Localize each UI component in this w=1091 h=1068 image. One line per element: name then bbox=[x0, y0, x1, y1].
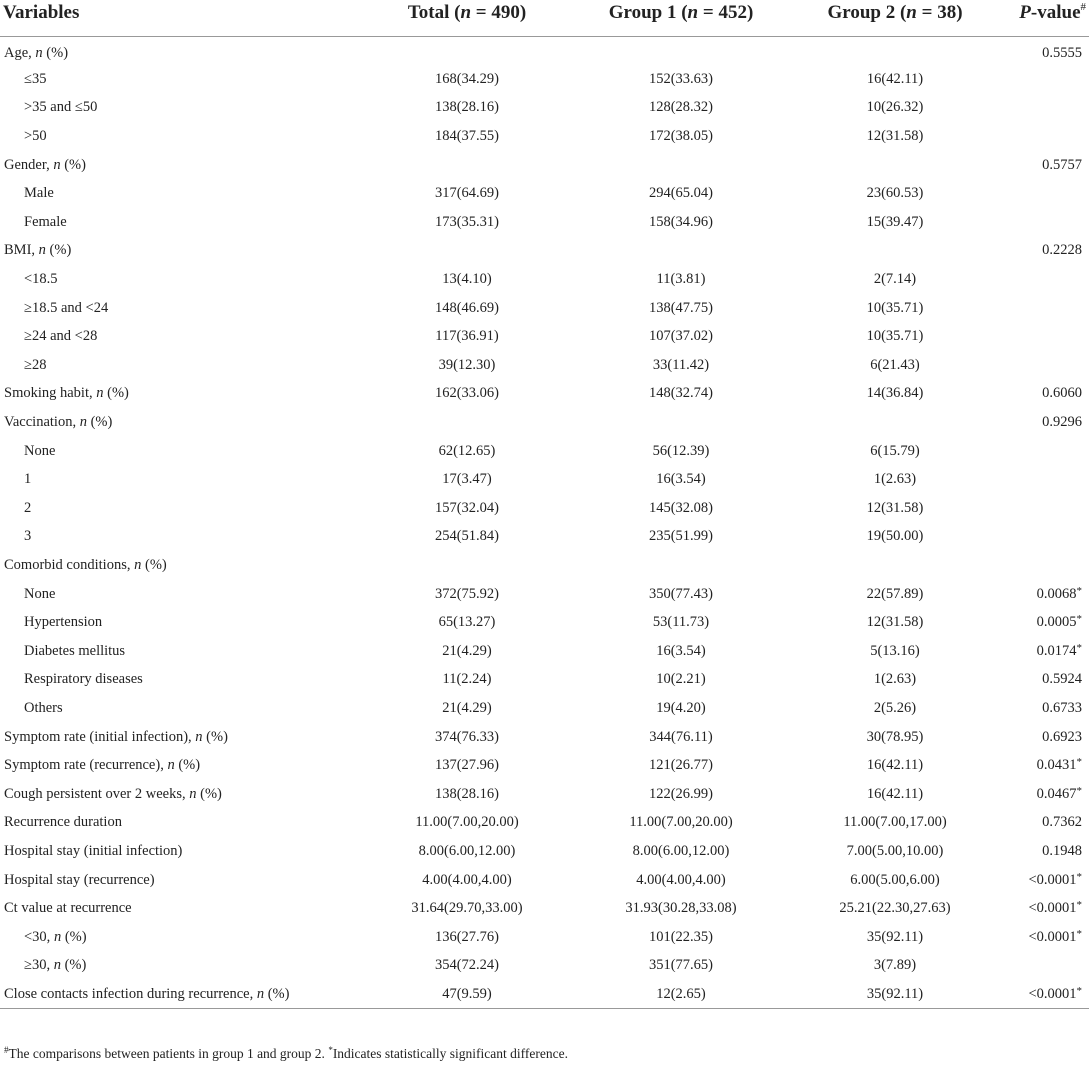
cell-group-2: 22(57.89) bbox=[866, 585, 924, 602]
table-row bbox=[0, 122, 1089, 151]
row-label: Symptom rate (initial infection), n (%) bbox=[4, 728, 228, 745]
cell-total: 8.00(6.00,12.00) bbox=[418, 842, 516, 859]
cell-p-value bbox=[1002, 208, 1089, 237]
cell-group-1 bbox=[574, 37, 788, 66]
table-row bbox=[0, 37, 1089, 66]
row-label: ≥28 bbox=[24, 356, 47, 373]
table-row bbox=[0, 980, 1089, 1009]
cell-group-1: 53(11.73) bbox=[652, 614, 710, 631]
row-label: Hospital stay (recurrence) bbox=[4, 871, 155, 888]
cell-group-2: 6(15.79) bbox=[870, 442, 920, 459]
row-label: Close contacts infection during recurrence, n (%) bbox=[0, 980, 360, 1009]
cell-p-value: 0.6733 bbox=[1042, 699, 1082, 716]
cell-group-1: 16(3.54) bbox=[656, 471, 706, 488]
cell-p-value bbox=[1002, 65, 1089, 94]
table-row bbox=[0, 265, 1089, 294]
cell-total: 13(4.10) bbox=[442, 271, 492, 288]
row-label: Age, n (%) bbox=[4, 44, 69, 61]
cell-group-2: 10(35.71) bbox=[866, 299, 924, 316]
cell-total: 17(3.47) bbox=[442, 471, 492, 488]
significance-marker: * bbox=[1076, 613, 1082, 626]
cell-p-value: <0.0001* bbox=[1028, 927, 1082, 945]
cell-group-2: 16(42.11) bbox=[866, 70, 924, 87]
cell-group-1: 152(33.63) bbox=[648, 70, 714, 87]
cell-group-1: 145(32.08) bbox=[648, 499, 714, 516]
table-row bbox=[0, 523, 1089, 552]
cell-group-2: 19(50.00) bbox=[866, 528, 924, 545]
table-row bbox=[0, 322, 1089, 351]
table-header bbox=[0, 0, 1089, 37]
cell-group-2: 10(26.32) bbox=[866, 99, 924, 116]
table-row bbox=[0, 608, 1089, 637]
row-label: Gender, n (%) bbox=[4, 156, 86, 173]
cell-total: 173(35.31) bbox=[434, 213, 500, 230]
cell-p-value: 0.0174* bbox=[1036, 641, 1082, 659]
row-label: Recurrence duration bbox=[4, 814, 122, 831]
cell-group-1: 121(26.77) bbox=[648, 757, 714, 774]
cell-p-value bbox=[1002, 265, 1089, 294]
cell-p-value bbox=[1002, 437, 1089, 466]
cell-total: 4.00(4.00,4.00) bbox=[422, 871, 512, 888]
cell-group-2 bbox=[788, 408, 1002, 437]
cell-group-2 bbox=[788, 37, 1002, 66]
cell-p-value: 0.0068* bbox=[1036, 584, 1082, 602]
cell-group-1: 235(51.99) bbox=[648, 528, 714, 545]
cell-total: 136(27.76) bbox=[434, 928, 500, 945]
row-label: Vaccination, n (%) bbox=[4, 414, 113, 431]
cell-total: 31.64(29.70,33.00) bbox=[411, 900, 523, 917]
cell-p-value bbox=[1002, 294, 1089, 323]
cell-total: 317(64.69) bbox=[434, 185, 500, 202]
cell-total: 137(27.96) bbox=[434, 757, 500, 774]
cell-group-2: 1(2.63) bbox=[873, 471, 917, 488]
cell-p-value: 0.6923 bbox=[1042, 728, 1082, 745]
cell-group-1: 172(38.05) bbox=[648, 128, 714, 145]
table-row bbox=[0, 465, 1089, 494]
table-row bbox=[0, 894, 1089, 923]
cell-group-2: 14(36.84) bbox=[866, 385, 924, 402]
cell-group-1: 294(65.04) bbox=[648, 185, 714, 202]
cell-p-value: 0.9296 bbox=[1042, 414, 1082, 431]
cell-total bbox=[360, 237, 574, 266]
cell-total: 62(12.65) bbox=[438, 442, 496, 459]
cell-group-2: 3(7.89) bbox=[873, 957, 917, 974]
table-footnote: #The comparisons between patients in group 1 and group 2. *Indicates statistically significant difference. bbox=[4, 1045, 568, 1061]
cell-group-2: 35(92.11) bbox=[866, 928, 924, 945]
cell-group-1: 128(28.32) bbox=[648, 99, 714, 116]
cell-total: 254(51.84) bbox=[434, 528, 500, 545]
table-row bbox=[0, 237, 1089, 266]
cell-total bbox=[360, 551, 574, 580]
table-row bbox=[0, 380, 1089, 409]
cell-group-2: 16(42.11) bbox=[866, 757, 924, 774]
cell-group-1: 351(77.65) bbox=[648, 957, 714, 974]
cell-group-2: 30(78.95) bbox=[866, 728, 924, 745]
cell-group-1: 350(77.43) bbox=[648, 585, 714, 602]
cell-group-2: 25.21(22.30,27.63) bbox=[839, 900, 951, 917]
row-label: None bbox=[24, 442, 56, 459]
cell-group-1: 344(76.11) bbox=[649, 728, 713, 745]
row-label: <30, n (%) bbox=[24, 928, 87, 945]
cell-total: 21(4.29) bbox=[442, 642, 492, 659]
cell-group-2 bbox=[788, 551, 1002, 580]
cell-total: 21(4.29) bbox=[442, 699, 492, 716]
cell-p-value: 0.2228 bbox=[1042, 242, 1082, 259]
row-label: ≥18.5 and <24 bbox=[24, 299, 109, 316]
cell-group-2: 2(7.14) bbox=[873, 271, 917, 288]
cell-group-2: 35(92.11) bbox=[788, 980, 1002, 1009]
cell-group-2: 12(31.58) bbox=[866, 614, 924, 631]
table-row bbox=[0, 208, 1089, 237]
cell-group-1: 56(12.39) bbox=[652, 442, 710, 459]
table-row bbox=[0, 866, 1089, 895]
row-label: ≤35 bbox=[24, 70, 47, 87]
table-row bbox=[0, 494, 1089, 523]
table-row bbox=[0, 437, 1089, 466]
cell-p-value bbox=[1002, 551, 1089, 580]
cell-group-2: 6(21.43) bbox=[870, 356, 920, 373]
row-label: Respiratory diseases bbox=[24, 671, 143, 688]
cell-p-value: <0.0001* bbox=[1028, 899, 1082, 917]
significance-marker: * bbox=[1076, 756, 1082, 769]
row-label: Female bbox=[24, 213, 67, 230]
cell-group-2: 2(5.26) bbox=[873, 699, 917, 716]
cell-group-2: 6.00(5.00,6.00) bbox=[850, 871, 940, 888]
cell-group-1: 4.00(4.00,4.00) bbox=[636, 871, 726, 888]
table-row bbox=[0, 351, 1089, 380]
cell-group-1: 16(3.54) bbox=[656, 642, 706, 659]
cell-group-2: 10(35.71) bbox=[866, 328, 924, 345]
cell-group-2: 12(31.58) bbox=[866, 128, 924, 145]
cell-group-2: 1(2.63) bbox=[873, 671, 917, 688]
table-row bbox=[0, 809, 1089, 838]
cell-group-1 bbox=[574, 551, 788, 580]
table-row bbox=[0, 94, 1089, 123]
cell-total bbox=[360, 37, 574, 66]
cell-group-2 bbox=[788, 151, 1002, 180]
cell-total bbox=[360, 408, 574, 437]
cell-p-value bbox=[1002, 494, 1089, 523]
row-label: Smoking habit, n (%) bbox=[4, 385, 129, 402]
cell-total: 372(75.92) bbox=[434, 585, 500, 602]
cell-group-1: 33(11.42) bbox=[652, 356, 710, 373]
cell-group-1: 122(26.99) bbox=[648, 785, 714, 802]
table-row bbox=[0, 923, 1089, 952]
cell-total: 162(33.06) bbox=[434, 385, 500, 402]
cell-total: 39(12.30) bbox=[438, 356, 496, 373]
table-row bbox=[0, 780, 1089, 809]
cell-group-1 bbox=[574, 408, 788, 437]
row-label: Symptom rate (recurrence), n (%) bbox=[4, 757, 201, 774]
table-row bbox=[0, 580, 1089, 609]
cell-group-1: 138(47.75) bbox=[648, 299, 714, 316]
cell-total: 157(32.04) bbox=[434, 499, 500, 516]
cell-p-value: 0.5757 bbox=[1042, 156, 1082, 173]
cell-p-value bbox=[1002, 94, 1089, 123]
cell-group-2: 5(13.16) bbox=[870, 642, 920, 659]
cell-p-value bbox=[1002, 179, 1089, 208]
cell-group-2: 12(31.58) bbox=[866, 499, 924, 516]
cell-total: 138(28.16) bbox=[434, 99, 500, 116]
table-row bbox=[0, 751, 1089, 780]
cell-p-value bbox=[1002, 322, 1089, 351]
table-row bbox=[0, 65, 1089, 94]
row-label: ≥30, n (%) bbox=[24, 957, 87, 974]
cell-group-1: 12(2.65) bbox=[574, 980, 788, 1009]
cell-p-value: <0.0001* bbox=[1002, 980, 1089, 1009]
cell-group-2: 11.00(7.00,17.00) bbox=[843, 814, 947, 831]
table-body bbox=[0, 37, 1089, 1009]
cell-group-1: 148(32.74) bbox=[648, 385, 714, 402]
row-label: ≥24 and <28 bbox=[24, 328, 98, 345]
cell-total: 374(76.33) bbox=[434, 728, 500, 745]
row-label: >35 and ≤50 bbox=[24, 99, 98, 116]
cell-p-value bbox=[1002, 465, 1089, 494]
table-row bbox=[0, 408, 1089, 437]
header-group-1: Group 1 (n = 452) bbox=[574, 0, 788, 37]
row-label: None bbox=[24, 585, 56, 602]
cell-p-value bbox=[1002, 122, 1089, 151]
cell-total: 148(46.69) bbox=[434, 299, 500, 316]
cell-group-2: 15(39.47) bbox=[866, 213, 924, 230]
cell-p-value: 0.0005* bbox=[1036, 613, 1082, 631]
cell-p-value: 0.5924 bbox=[1042, 671, 1082, 688]
cell-group-1: 101(22.35) bbox=[648, 928, 714, 945]
cell-total: 354(72.24) bbox=[434, 957, 500, 974]
table-row bbox=[0, 723, 1089, 752]
significance-marker: * bbox=[1076, 584, 1082, 597]
cell-group-1: 158(34.96) bbox=[648, 213, 714, 230]
cell-total: 138(28.16) bbox=[434, 785, 500, 802]
table-row bbox=[0, 694, 1089, 723]
table-row bbox=[0, 637, 1089, 666]
significance-marker: * bbox=[1076, 927, 1082, 940]
table-row bbox=[0, 952, 1089, 981]
row-label: 3 bbox=[24, 528, 32, 545]
row-label: Hypertension bbox=[24, 614, 103, 631]
cell-group-2: 16(42.11) bbox=[866, 785, 924, 802]
cell-group-1 bbox=[574, 151, 788, 180]
header-group-2: Group 2 (n = 38) bbox=[788, 0, 1002, 37]
table-row bbox=[0, 837, 1089, 866]
header-p-value: P-value# bbox=[1002, 0, 1089, 37]
cell-total: 65(13.27) bbox=[438, 614, 496, 631]
cell-total: 47(9.59) bbox=[360, 980, 574, 1009]
significance-marker: * bbox=[1076, 899, 1082, 912]
table-row bbox=[0, 666, 1089, 695]
row-label: Comorbid conditions, n (%) bbox=[4, 556, 167, 573]
cell-p-value: 0.6060 bbox=[1042, 385, 1082, 402]
cell-group-1: 107(37.02) bbox=[648, 328, 714, 345]
significance-marker: * bbox=[1076, 784, 1082, 797]
row-label: <18.5 bbox=[24, 271, 58, 288]
cell-group-2: 23(60.53) bbox=[866, 185, 924, 202]
cell-p-value: 0.5555 bbox=[1042, 44, 1082, 61]
row-label: Ct value at recurrence bbox=[4, 900, 132, 917]
header-variables: Variables bbox=[0, 0, 360, 37]
cell-group-1: 11.00(7.00,20.00) bbox=[629, 814, 733, 831]
row-label: Cough persistent over 2 weeks, n (%) bbox=[4, 785, 222, 802]
cell-group-1: 31.93(30.28,33.08) bbox=[625, 900, 737, 917]
cell-p-value: 0.0431* bbox=[1036, 756, 1082, 774]
table-row bbox=[0, 151, 1089, 180]
cell-total bbox=[360, 151, 574, 180]
cell-group-1: 10(2.21) bbox=[656, 671, 706, 688]
cell-group-1: 8.00(6.00,12.00) bbox=[632, 842, 730, 859]
cell-group-2 bbox=[788, 237, 1002, 266]
cell-total: 117(36.91) bbox=[435, 328, 499, 345]
row-label: Others bbox=[24, 699, 63, 716]
table-row bbox=[0, 294, 1089, 323]
row-label: BMI, n (%) bbox=[4, 242, 72, 259]
cell-total: 11(2.24) bbox=[442, 671, 492, 688]
cell-total: 11.00(7.00,20.00) bbox=[415, 814, 519, 831]
cell-total: 184(37.55) bbox=[434, 128, 500, 145]
cell-p-value: 0.7362 bbox=[1042, 814, 1082, 831]
cell-total: 168(34.29) bbox=[434, 70, 500, 87]
cell-p-value bbox=[1002, 523, 1089, 552]
table-row bbox=[0, 551, 1089, 580]
cell-p-value bbox=[1002, 351, 1089, 380]
row-label: Hospital stay (initial infection) bbox=[4, 842, 183, 859]
table-row bbox=[0, 179, 1089, 208]
cell-p-value: 0.1948 bbox=[1042, 842, 1082, 859]
cell-group-1: 19(4.20) bbox=[656, 699, 706, 716]
cell-p-value: 0.0467* bbox=[1036, 784, 1082, 802]
row-label: Diabetes mellitus bbox=[24, 642, 126, 659]
significance-marker: * bbox=[1076, 870, 1082, 883]
significance-marker: * bbox=[1076, 984, 1082, 997]
significance-marker: * bbox=[1076, 641, 1082, 654]
row-label: 2 bbox=[24, 499, 32, 516]
cell-group-1 bbox=[574, 237, 788, 266]
cell-group-1: 11(3.81) bbox=[656, 271, 706, 288]
cell-p-value bbox=[1002, 952, 1089, 981]
row-label: 1 bbox=[24, 471, 32, 488]
header-total: Total (n = 490) bbox=[360, 0, 574, 37]
row-label: >50 bbox=[24, 128, 47, 145]
cell-p-value: <0.0001* bbox=[1028, 870, 1082, 888]
row-label: Male bbox=[24, 185, 54, 202]
cell-group-2: 7.00(5.00,10.00) bbox=[846, 842, 944, 859]
